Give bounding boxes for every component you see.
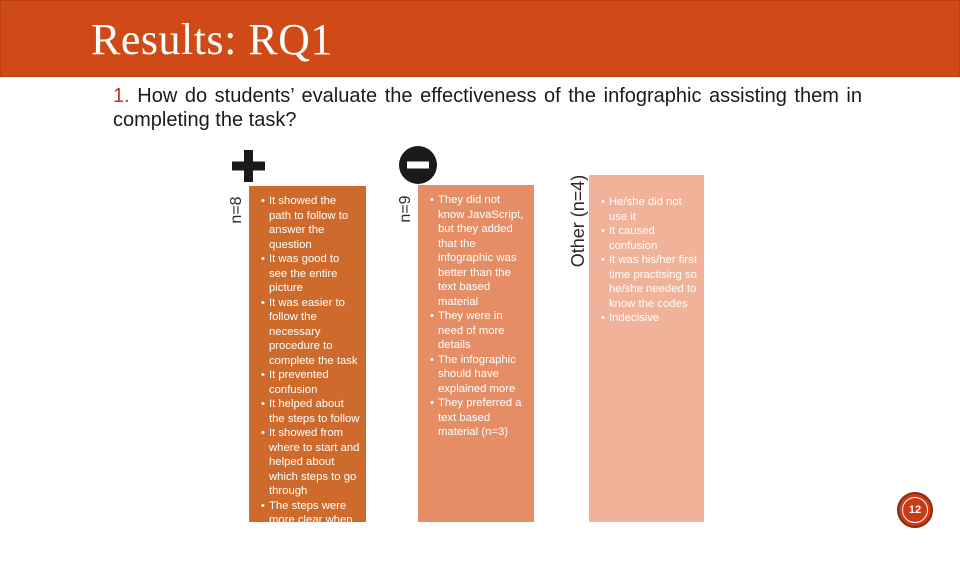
- list-item: • It helped about the steps to follow: [257, 397, 360, 426]
- title-bar: [0, 0, 960, 77]
- list-item: • It showed from where to start and helped about which steps to go through: [257, 426, 360, 499]
- list-item: • The infographic should have explained more: [426, 353, 528, 397]
- list-item: • They preferred a text based material (n=3): [426, 396, 528, 440]
- plus-icon: [228, 146, 268, 186]
- slide-number-badge: [897, 492, 933, 528]
- question-text: How do students’ evaluate the effectiveness of the infographic assisting them in completing the task?: [113, 85, 862, 131]
- list-item: • It was his/her first time practising so he/she needed to know the codes: [597, 253, 698, 311]
- question-number: 1.: [113, 85, 130, 107]
- minus-circle-icon: [396, 145, 442, 189]
- negative-feedback-column: [418, 185, 534, 522]
- list-item: • It showed the path to follow to answer the question: [257, 194, 360, 252]
- list-item: • They did not know JavaScript, but they added that the infographic was better than the text based material: [426, 193, 528, 309]
- research-question: [113, 84, 862, 132]
- list-item: • It was good to see the entire picture: [257, 252, 360, 296]
- negative-feedback-list: [426, 193, 528, 440]
- list-item: • He/she did not use it: [597, 195, 698, 224]
- list-item: • Indecisive: [597, 311, 698, 326]
- positive-feedback-column: [249, 186, 366, 522]
- positive-feedback-list: [257, 194, 360, 571]
- negative-count-label: n=9: [397, 193, 415, 225]
- list-item: • They were in need of more details: [426, 309, 528, 353]
- slide-title: Results: RQ1: [91, 15, 333, 65]
- other-count-label: Other (n=4): [567, 171, 589, 271]
- list-item: • It prevented confusion: [257, 368, 360, 397]
- other-feedback-list: [597, 195, 698, 326]
- slide-number: 12: [902, 497, 928, 523]
- other-feedback-column: [589, 175, 704, 522]
- list-item: • It caused confusion: [597, 224, 698, 253]
- list-item: • It was easier to follow the necessary procedure to complete the task: [257, 296, 360, 369]
- list-item: • The steps were more clear when compared to other exam formats: [257, 499, 360, 571]
- positive-count-label: n=8: [228, 194, 246, 226]
